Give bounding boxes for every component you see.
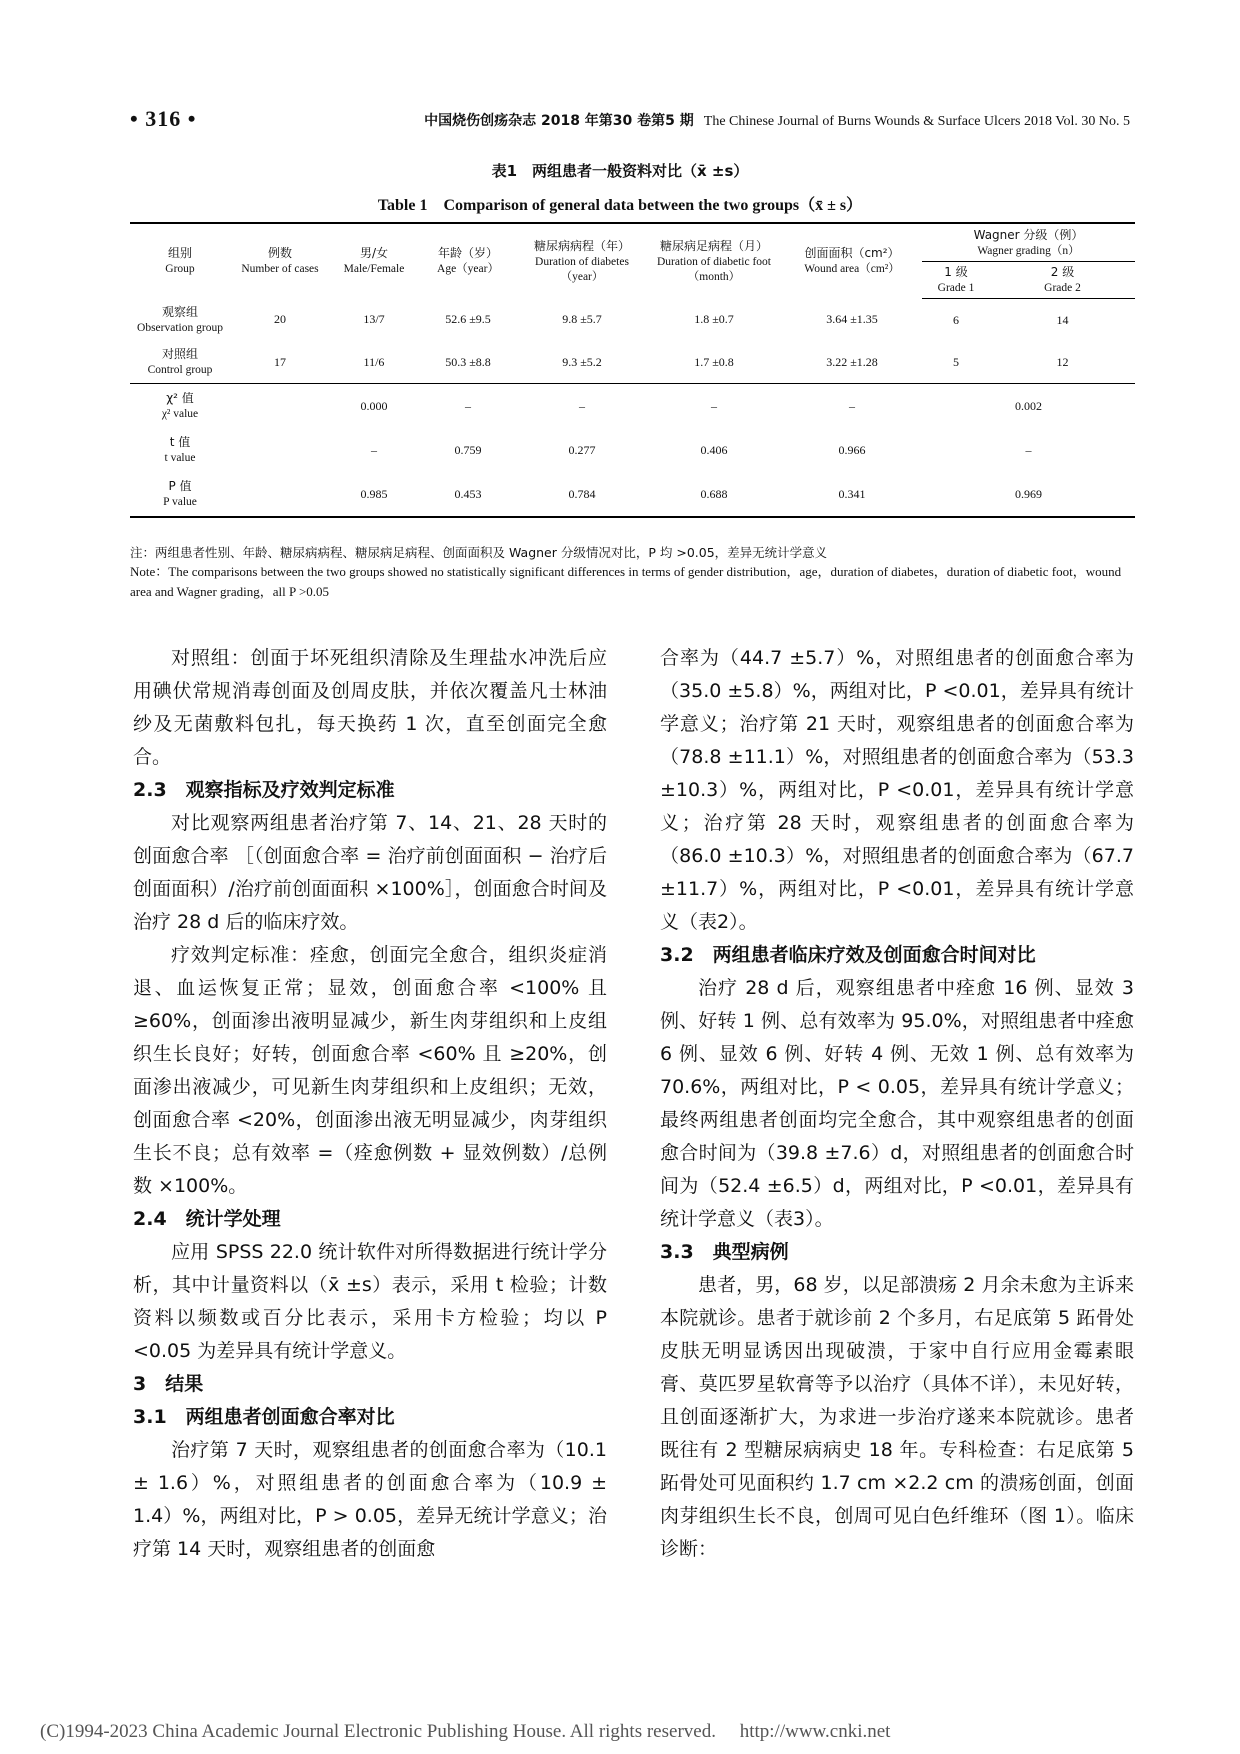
cell: 14 [1056, 312, 1069, 327]
header-wagner: Wagner 分级（例） Wagner grading（n） [922, 223, 1135, 262]
cell: 12 [1056, 354, 1069, 369]
paragraph: 合率为（44.7 ±5.7）%，对照组患者的创面愈合率为（35.0 ±5.8）%，两组对比，P <0.01，差异具有统计学意义；治疗第 21 天时，观察组患者的创面愈合率为（78.8 ±11.1）%，对照组患者的创面愈合率为（53.3 ±10.3）%，两组对比，P <0.01，差异具有统计学意义；治疗第 28 天时，观察组患者的创面愈合率为（86.0 ±10.3）%，对照组患者的创面愈合率为（67.7 ±11.7）%，两组对比，P <0.01，差异具有统计学意义（表2）。 [660, 647, 1134, 933]
header-grade-2: 2 级 Grade 2 [990, 262, 1135, 299]
cell: 9.3 ±5.2 [562, 354, 602, 369]
header-age: 年龄（岁） Age（year） [418, 223, 518, 299]
section-heading: 3.1 两组患者创面愈合率对比 [133, 1406, 395, 1428]
cell: – [646, 384, 782, 429]
cell: 5 [953, 354, 959, 369]
cell: 6 [953, 312, 959, 327]
cell: 3.22 ±1.28 [826, 354, 878, 369]
header-grade-1: 1 级 Grade 1 [922, 262, 990, 299]
cell: 0.969 [922, 472, 1135, 517]
header-cases: 例数 Number of cases [230, 223, 330, 299]
table-row [130, 299, 1135, 342]
row-label: t 值 t value [164, 435, 196, 464]
table-note-cn: 注：两组患者性别、年龄、糖尿病病程、糖尿病足病程、创面面积及 Wagner 分级情况对比，P 均 >0.05，差异无统计学意义 [130, 545, 828, 560]
header-diabetes-duration: 糖尿病病程（年） Duration of diabetes（year） [518, 223, 646, 299]
paragraph: 治疗 28 d 后，观察组患者中痊愈 16 例、显效 3 例、好转 1 例、总有效率为 95.0%，对照组患者中痊愈 6 例、显效 6 例、好转 4 例、无效 1 例、总有效率为 70.6%，两组对比，P < 0.05，差异具有统计学意义；最终两组患者创面均完全愈合，其中观察组患者的创面愈合时间为（39.8 ±7.6）d，对照组患者的创面愈合时间为（52.4 ±6.5）d，两组对比，P <0.01，差异具有统计学意义（表3）。 [660, 977, 1134, 1230]
row-label: 对照组 Control group [147, 347, 213, 376]
header-foot-duration: 糖尿病足病程（月） Duration of diabetic foot（month） [646, 223, 782, 299]
table-title-en: Table 1 Comparison of general data between the two groups（x̄ ± s） [377, 197, 863, 214]
cell: 3.64 ±1.35 [826, 312, 878, 327]
cell: 0.453 [418, 472, 518, 517]
table-row [130, 428, 1135, 472]
cell: 20 [274, 312, 286, 327]
cell: – [371, 442, 377, 457]
row-label: 观察组 Observation group [137, 304, 223, 334]
cell: 0.277 [568, 442, 596, 457]
header-wound-area: 创面面积（cm²） Wound area（cm²） [782, 223, 922, 299]
cell [230, 472, 330, 517]
journal-citation [424, 110, 1130, 130]
section-heading: 3 结果 [133, 1373, 204, 1395]
text-column-left [133, 642, 607, 1566]
section-heading: 3.3 典型病例 [660, 1241, 789, 1263]
header-sex: 男/女 Male/Female [330, 223, 418, 299]
cell: 0.688 [646, 472, 782, 517]
cell: 0.341 [782, 472, 922, 517]
section-heading: 2.3 观察指标及疗效判定标准 [133, 779, 395, 801]
cell: – [1025, 442, 1032, 457]
cell: 0.985 [330, 472, 418, 517]
cell: 50.3 ±8.8 [445, 354, 491, 369]
section-heading: 3.2 两组患者临床疗效及创面愈合时间对比 [660, 944, 1036, 966]
cell [230, 384, 330, 429]
cell: 9.8 ±5.7 [562, 312, 602, 327]
cell: 13/7 [363, 312, 385, 327]
cell: 52.6 ±9.5 [445, 312, 491, 327]
journal-name-en: The Chinese Journal of Burns Wounds & Surface Ulcers 2018 Vol. 30 No. 5 [703, 114, 1130, 129]
cell: – [418, 384, 518, 429]
cell [230, 428, 330, 472]
table-row [130, 384, 1135, 429]
paragraph: 患者，男，68 岁，以足部溃疡 2 月余未愈为主诉来本院就诊。患者于就诊前 2 个多月，右足底第 5 跖骨处皮肤无明显诱因出现破溃，于家中自行应用金霉素眼膏、莫匹罗星软膏等予以治疗（具体不详），未见好转，且创面逐渐扩大，为求进一步治疗遂来本院就诊。患者既往有 2 型糖尿病病史 18 年。专科检查：右足底第 5 跖骨处可见面积约 1.7 cm ×2.2 cm 的溃疡创面，创面肉芽组织生长不良，创周可见白色纤维环（图 1）。临床诊断： [660, 1274, 1134, 1560]
cell: 11/6 [363, 354, 385, 369]
page-number: • 316 • [130, 106, 197, 131]
table-note-en: Note：The comparisons between the two groups showed no statistically significant differences in terms of gender distribution，age，duration of diabetes，duration of diabetic foot，wound area and Wagner grading，all P >0.05 [130, 564, 1122, 599]
table-row [130, 341, 1135, 384]
row-label: P 值 P value [130, 472, 230, 517]
text-column-right [660, 642, 1134, 1566]
cell: 0.784 [518, 472, 646, 517]
general-data-table [130, 222, 1135, 518]
cell: 0.000 [330, 384, 418, 429]
cell: 1.7 ±0.8 [694, 354, 734, 369]
table-title-cn: 表1 两组患者一般资料对比（x̄ ±s） [491, 162, 749, 180]
cell: 0.002 [922, 384, 1135, 429]
copyright-footer: (C)1994-2023 China Academic Journal Electronic Publishing House. All rights reserved. http://www.cnki.net [40, 1721, 891, 1742]
header-group: 组别 Group [130, 223, 230, 299]
table-row [130, 472, 1135, 517]
paragraph: 应用 SPSS 22.0 统计软件对所得数据进行统计学分析，其中计量资料以（x̄ ±s）表示，采用 t 检验；计数资料以频数或百分比表示，采用卡方检验；均以 P <0.05 为差异具有统计学意义。 [133, 1241, 607, 1362]
section-heading: 2.4 统计学处理 [133, 1208, 281, 1230]
cell: – [782, 384, 922, 429]
cell: – [518, 384, 646, 429]
cell: 17 [274, 354, 286, 369]
row-label: χ² 值 χ² value [130, 384, 230, 429]
cell: 0.759 [454, 442, 482, 457]
cell: 0.966 [838, 442, 866, 457]
cell: 0.406 [700, 442, 728, 457]
paragraph: 对照组：创面于坏死组织清除及生理盐水冲洗后应用碘伏常规消毒创面及创周皮肤，并依次覆盖凡士林油纱及无菌敷料包扎，每天换药 1 次，直至创面完全愈合。 [133, 647, 607, 768]
cell: 1.8 ±0.7 [694, 312, 734, 327]
paragraph: 治疗第 7 天时，观察组患者的创面愈合率为（10.1 ± 1.6）%，对照组患者的创面愈合率为（10.9 ± 1.4）%，两组对比，P > 0.05，差异无统计学意义；治疗第 14 天时，观察组患者的创面愈 [133, 1439, 607, 1560]
running-head [130, 106, 1130, 132]
journal-name-cn: 中国烧伤创疡杂志 2018 年第30 卷第5 期 [424, 113, 694, 129]
paragraph: 疗效判定标准：痊愈，创面完全愈合，组织炎症消退、血运恢复正常；显效，创面愈合率 <100% 且 ≥60%，创面渗出液明显减少，新生肉芽组织和上皮组织生长良好；好转，创面愈合率 <60% 且 ≥20%，创面渗出液减少，可见新生肉芽组织和上皮组织；无效，创面愈合率 <20%，创面渗出液无明显减少，肉芽组织生长不良；总有效率 =（痊愈例数 + 显效例数）/总例数 ×100%。 [133, 944, 607, 1197]
paragraph: 对比观察两组患者治疗第 7、14、21、28 天时的创面愈合率 ［（创面愈合率 = 治疗前创面面积 − 治疗后创面面积）/治疗前创面面积 ×100%］，创面愈合时间及治疗 28 d 后的临床疗效。 [133, 812, 607, 933]
